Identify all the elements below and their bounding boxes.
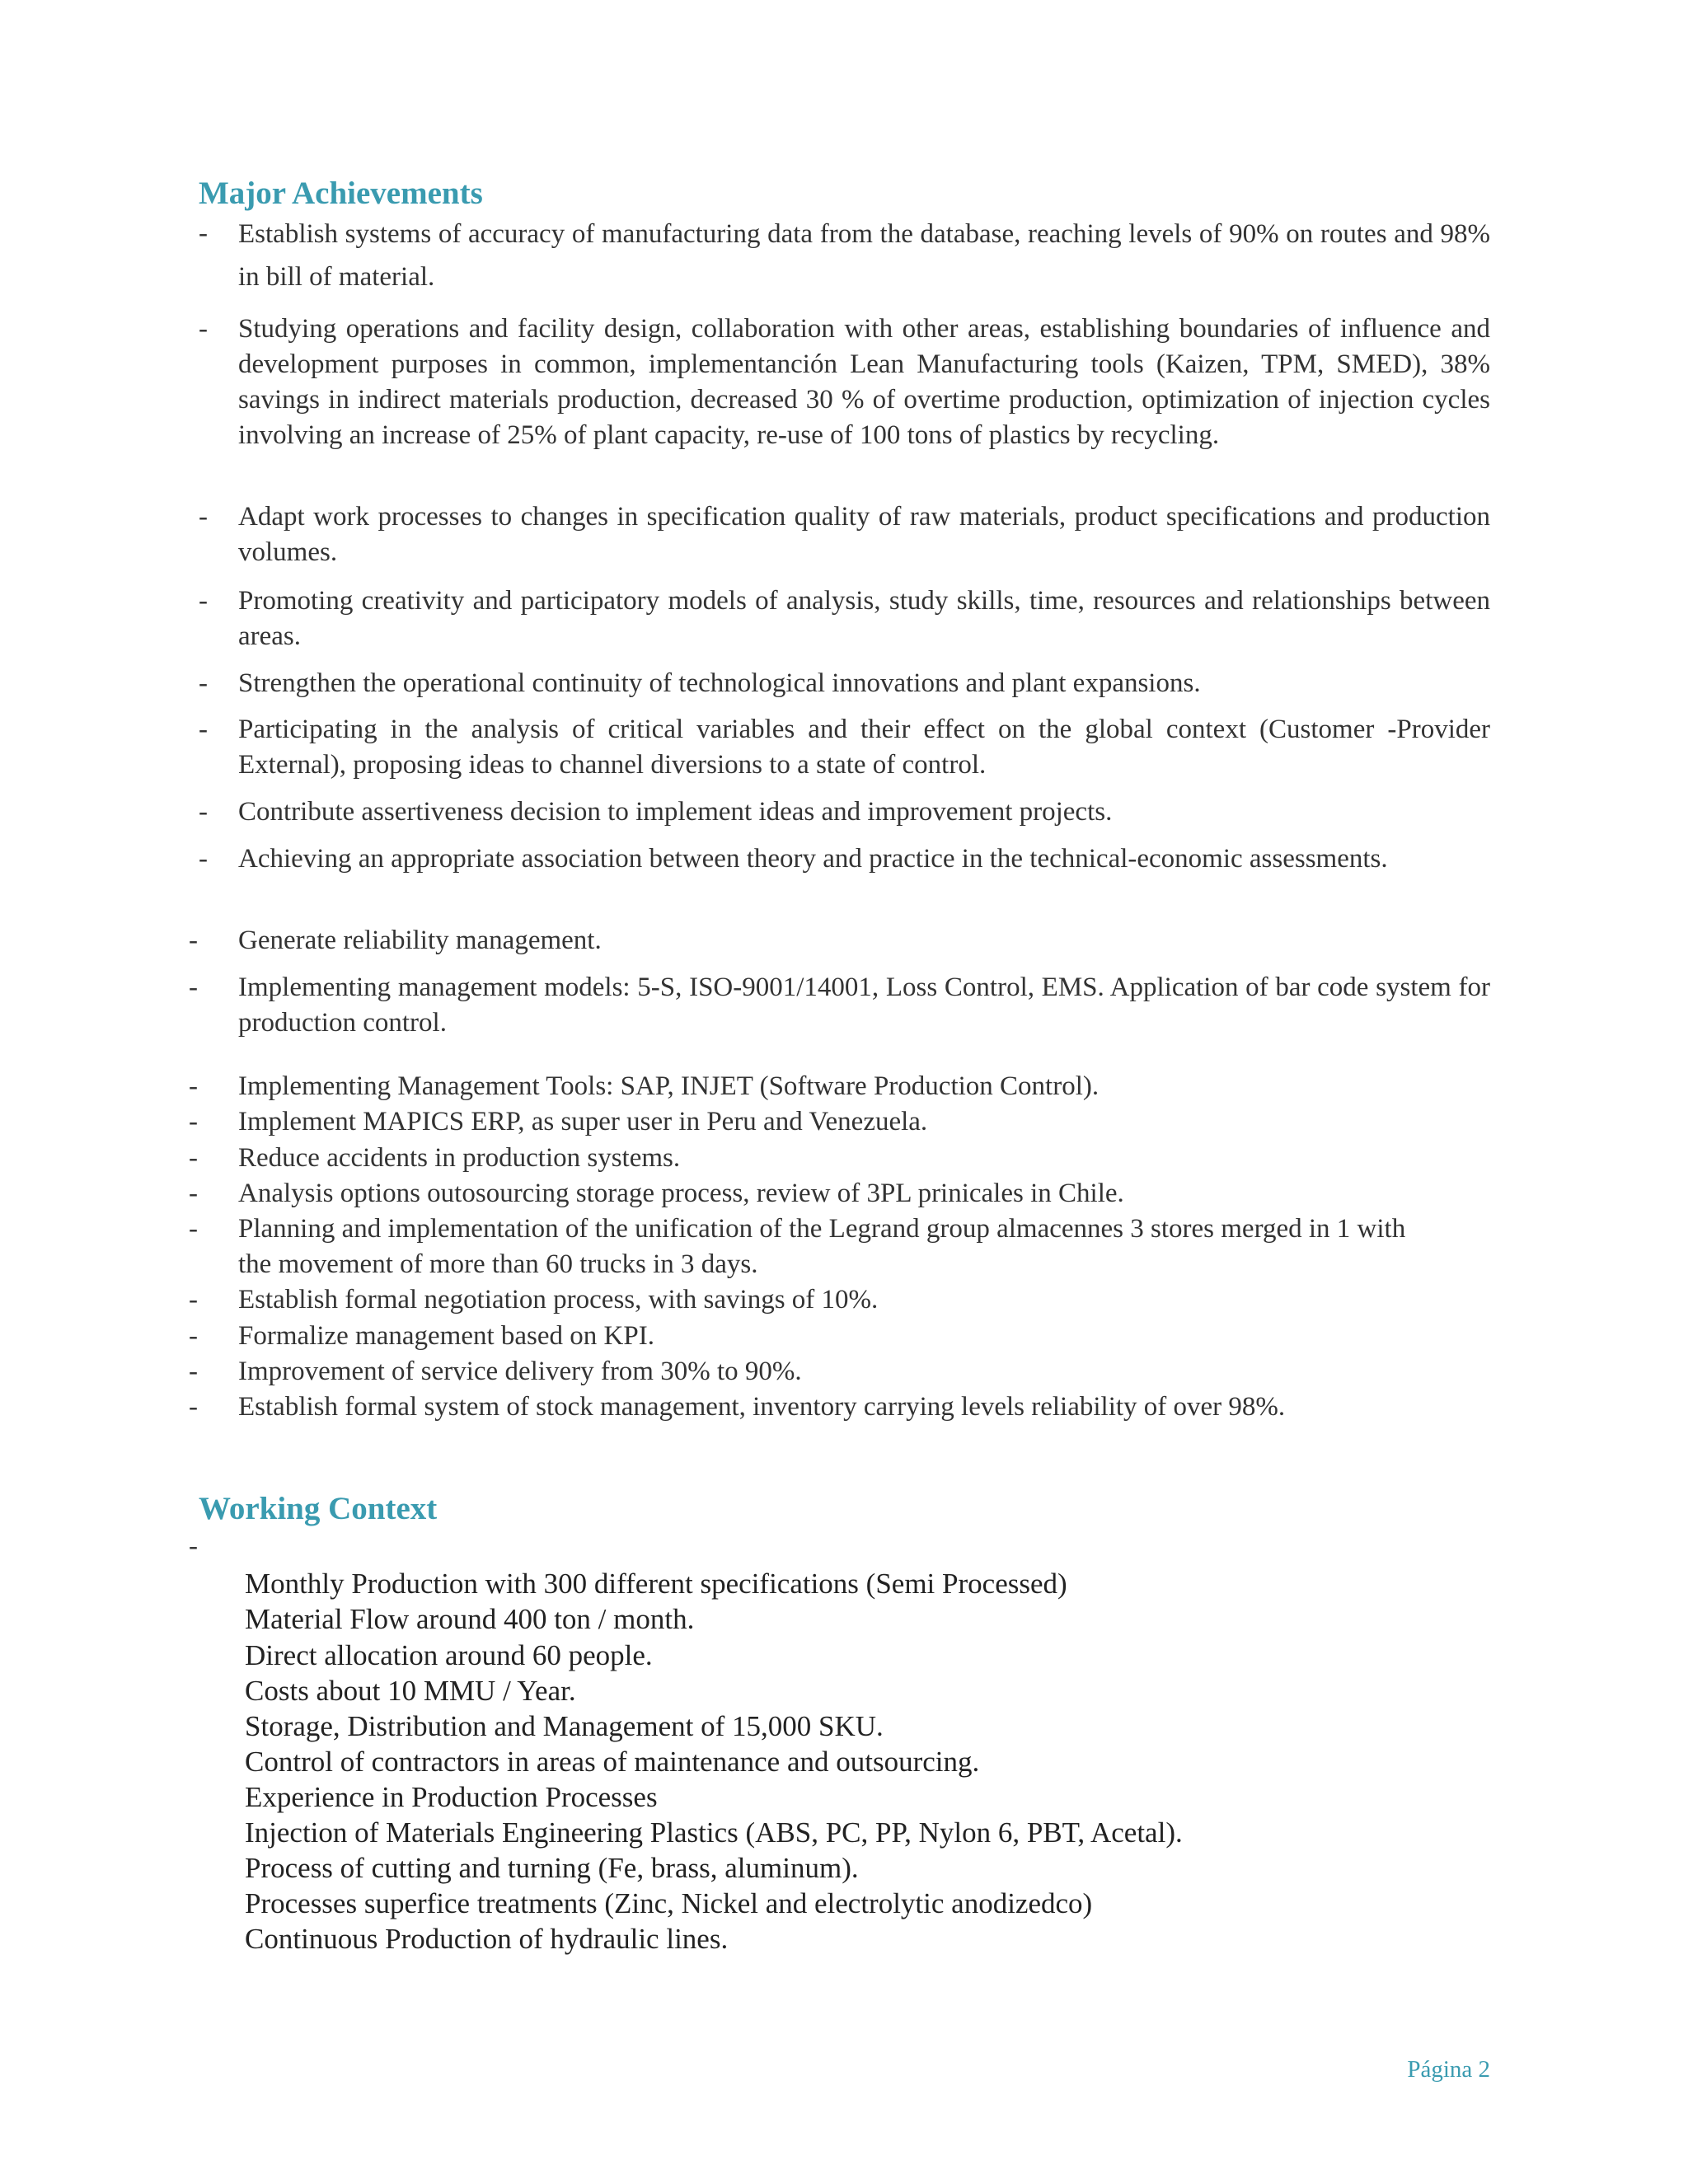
context-line: Control of contractors in areas of maintenance and outsourcing. [245,1746,980,1778]
achievement-text: Implement MAPICS ERP, as super user in Peru and Venezuela. [238,1107,928,1137]
bullet-dash: - [199,502,208,532]
achievement-text: Contribute assertiveness decision to implement ideas and improvement projects. [238,797,1113,827]
bullet-dash: - [189,926,198,955]
major-achievements-heading: Major Achievements [199,176,483,211]
bullet-dash: - [189,1321,198,1351]
achievement-text: Establish formal negotiation process, with savings of 10%. [238,1285,879,1315]
achievement-text: Improvement of service delivery from 30% to 90%. [238,1357,802,1386]
bullet-dash: - [189,1179,198,1208]
achievement-text: Reduce accidents in production systems. [238,1143,681,1173]
context-line: Injection of Materials Engineering Plastics (ABS, PC, PP, Nylon 6, PBT, Acetal). [245,1816,1183,1849]
bullet-dash: - [199,314,208,344]
context-line: Storage, Distribution and Management of 15,000 SKU. [245,1710,884,1742]
working-context-heading: Working Context [199,1491,438,1526]
achievement-text: Establish formal system of stock management, inventory carrying levels reliability of over 98%. [238,1392,1286,1422]
context-line: Monthly Production with 300 different specifications (Semi Processed) [245,1568,1067,1600]
context-line: Direct allocation around 60 people. [245,1639,653,1671]
achievement-text: Promoting creativity and participatory models of analysis, study skills, time, resources and relationships between areas. [238,586,1490,651]
achievement-text: Strengthen the operational continuity of technological innovations and plant expansions. [238,668,1201,698]
bullet-dash: - [189,1392,198,1422]
bullet-dash: - [199,797,208,827]
context-line: Material Flow around 400 ton / month. [245,1603,695,1635]
context-line: Experience in Production Processes [245,1781,658,1813]
bullet-dash: - [189,1357,198,1386]
page-number: Página 2 [1407,2056,1490,2083]
achievement-text: Establish systems of accuracy of manufacturing data from the database, reaching levels of 90% on routes and 98% in bill of material. [238,219,1490,292]
bullet-dash: - [199,715,208,744]
achievement-text: Implementing management models: 5-S, ISO-9001/14001, Loss Control, EMS. Application of bar code system for production control. [238,972,1490,1038]
achievement-text: Studying operations and facility design, collaboration with other areas, establishing boundaries of influence and development purposes in common, implementanción Lean Manufacturing tools (Kaizen, TPM, SMED), 38% savings in indirect materials production, decreased 30 % of overtime production, optimization of injection cycles involving an increase of 25% of plant capacity, re-use of 100 tons of plastics by recycling. [238,314,1490,450]
bullet-dash: - [189,1107,198,1137]
context-line: Continuous Production of hydraulic lines. [245,1923,729,1955]
bullet-dash: - [199,668,208,698]
achievement-text: Analysis options outosourcing storage process, review of 3PL prinicales in Chile. [238,1179,1124,1208]
bullet-dash: - [199,844,208,874]
bullet-dash: - [199,218,208,248]
achievement-text: Formalize management based on KPI. [238,1321,654,1351]
context-line: Processes superfice treatments (Zinc, Nickel and electrolytic anodizedco) [245,1887,1093,1919]
bullet-dash: - [189,1285,198,1315]
bullet-dash: - [189,1214,198,1244]
achievement-text: Participating in the analysis of critical variables and their effect on the global context (Customer -Provider External), proposing ideas to channel diversions to a state of control. [238,715,1490,780]
achievement-text: Achieving an appropriate association between theory and practice in the technical-economic assessments. [238,844,1388,874]
bullet-dash: - [189,1071,198,1101]
bullet-dash: - [189,972,198,1002]
achievement-text: Implementing Management Tools: SAP, INJET (Software Production Control). [238,1071,1100,1101]
bullet-dash: - [189,1143,198,1173]
achievement-text: Adapt work processes to changes in specification quality of raw materials, product specifications and production volumes. [238,502,1490,567]
context-line: Costs about 10 MMU / Year. [245,1675,576,1707]
bullet-dash: - [199,586,208,616]
achievement-text: Generate reliability management. [238,926,602,955]
context-line: Process of cutting and turning (Fe, brass, aluminum). [245,1852,859,1884]
context-dash: - [189,1531,198,1561]
achievement-text: Planning and implementation of the unification of the Legrand group almacennes 3 stores merged in 1 with the movement of more than 60 trucks in 3 days. [238,1214,1406,1279]
